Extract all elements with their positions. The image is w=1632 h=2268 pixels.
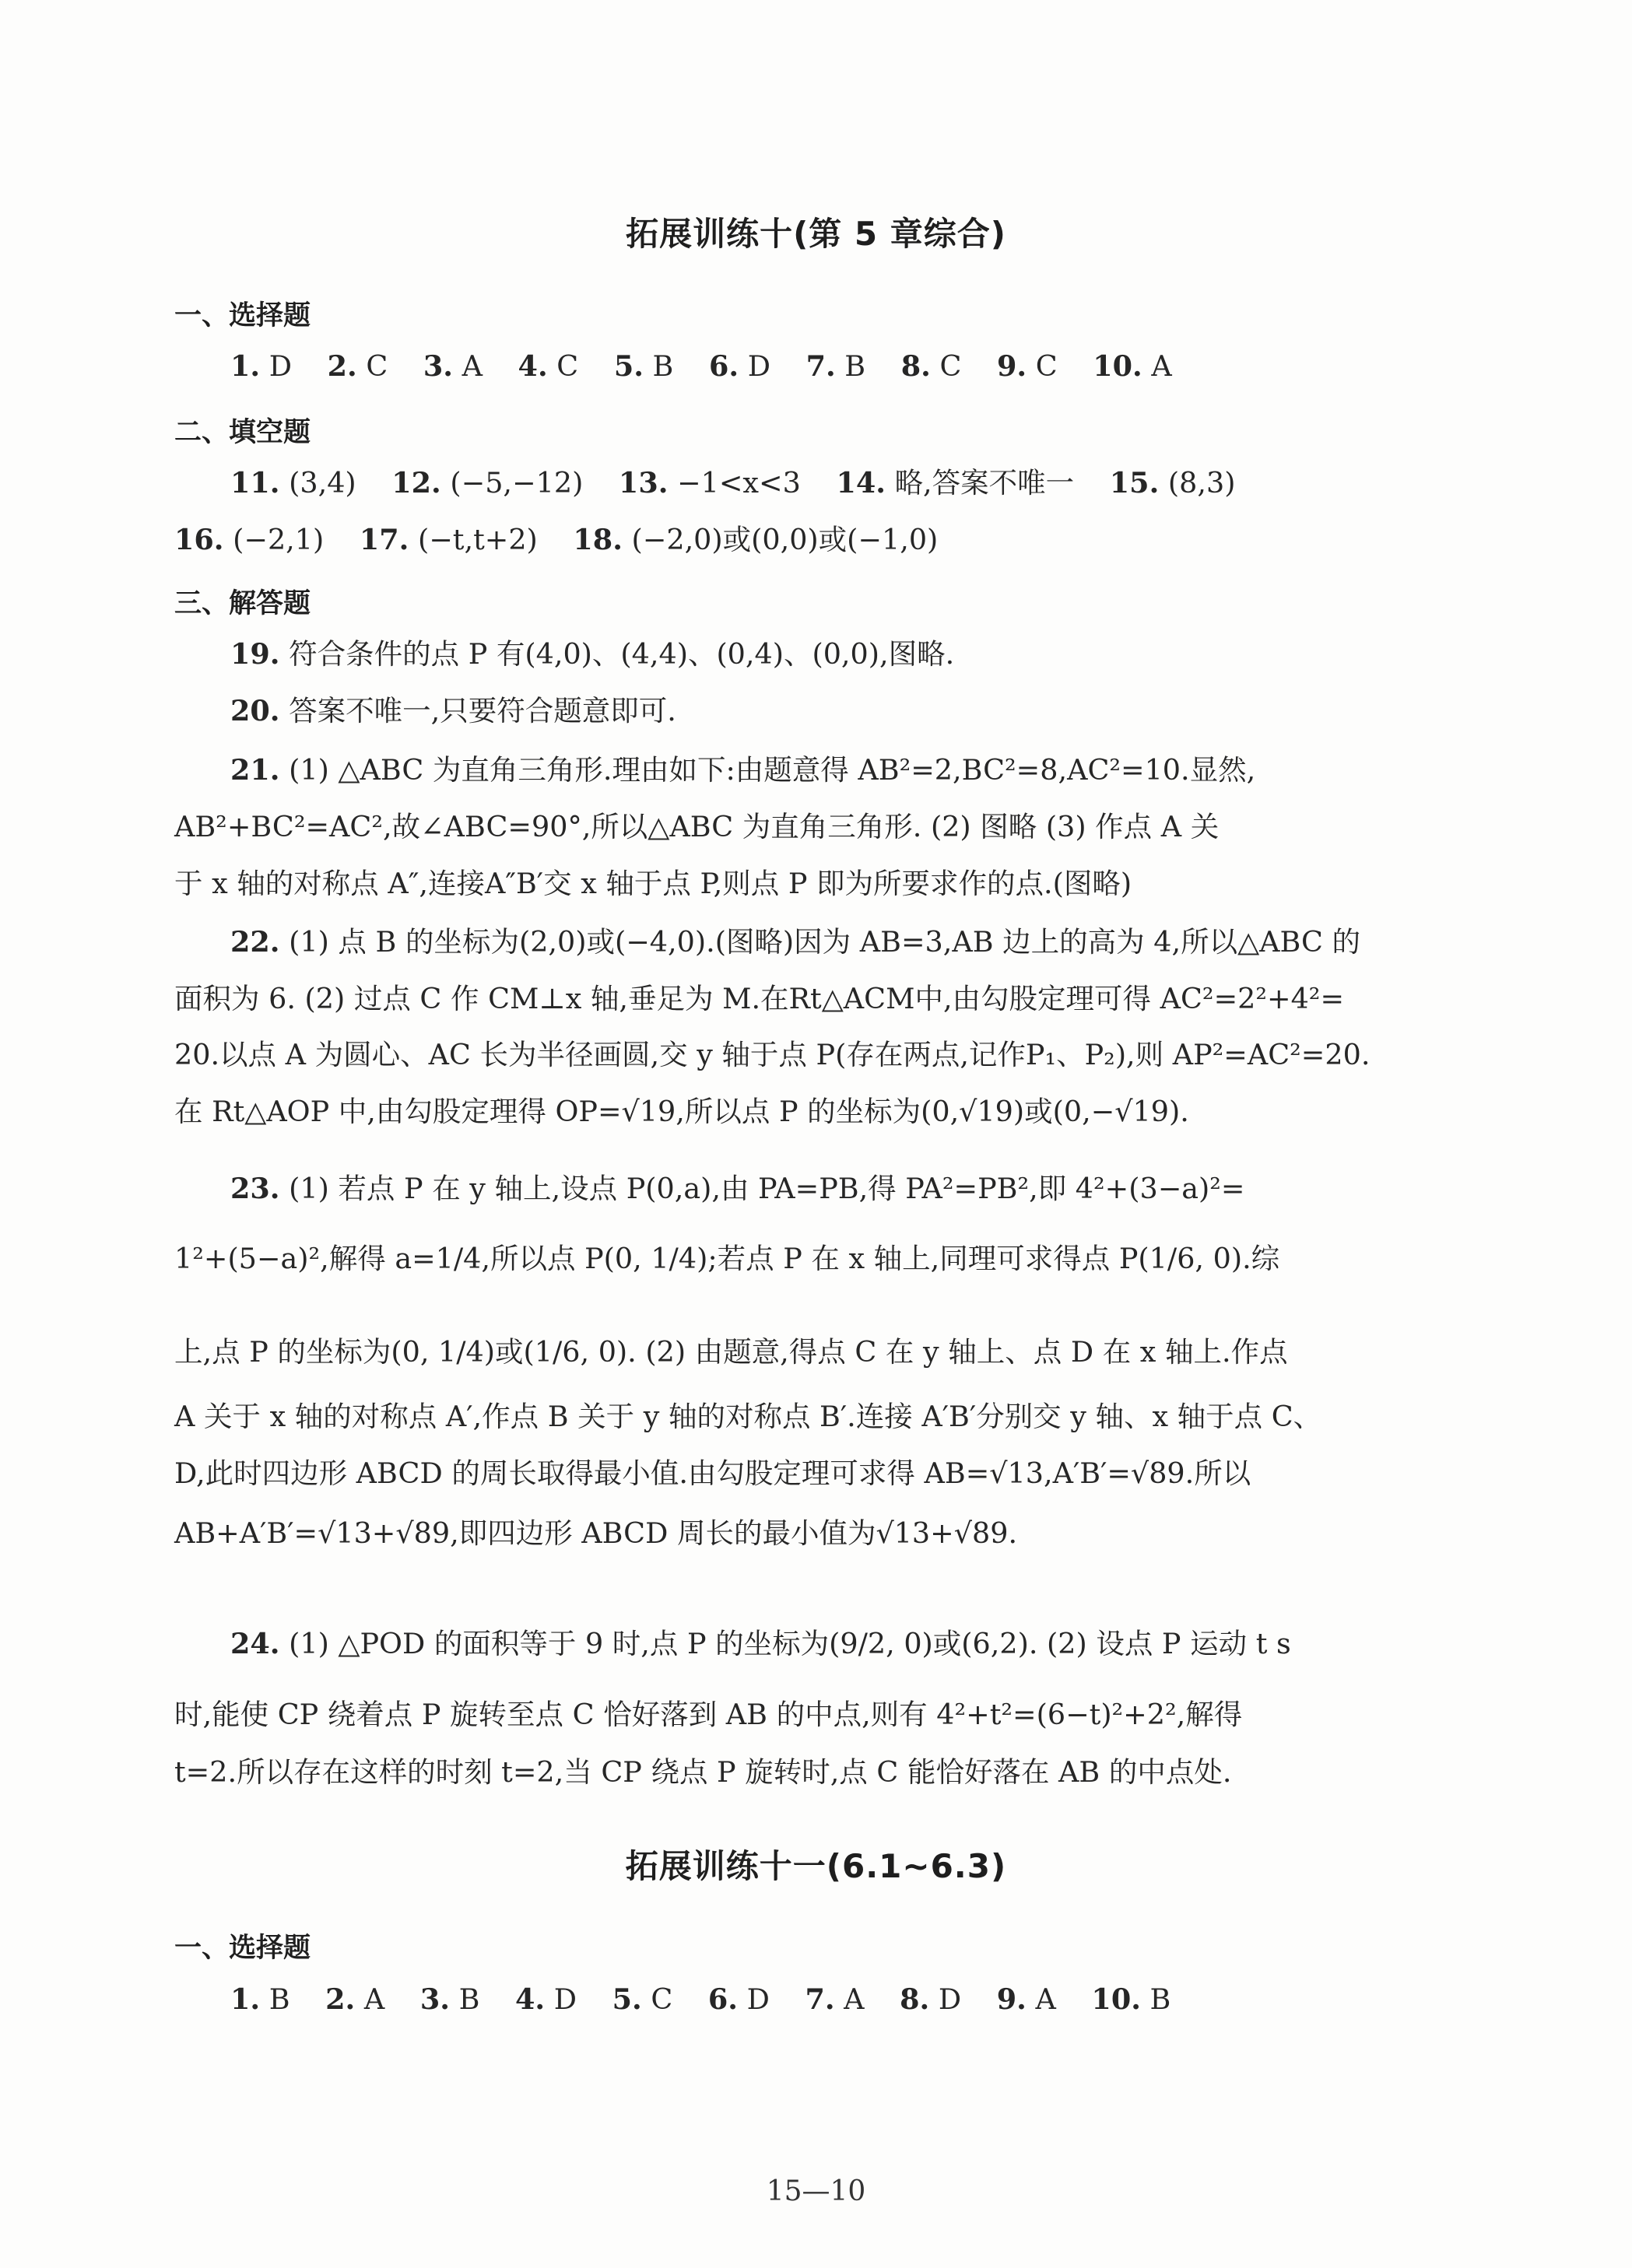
answer-item: 9. A (996, 1982, 1056, 2016)
answer-line (230, 349, 1199, 383)
answer-item: 6. D (707, 1982, 770, 2016)
answer-line: AB²+BC²=AC²,故∠ABC=90°,所以△ABC 为直角三角形. (2) 图略 (3) 作点 A 关 (174, 810, 1220, 843)
section-title: 拓展训练十(第 5 章综合) (626, 215, 1006, 253)
answer-item: 12. (−5,−12) (391, 466, 584, 500)
answer-line: t=2.所以存在这样的时刻 t=2,当 CP 绕点 P 旋转时,点 C 能恰好落在 AB 的中点处. (174, 1755, 1232, 1789)
answer-item: 1. B (230, 1982, 290, 2016)
answer-item: 1. D (230, 349, 292, 383)
answer-line: 23. (1) 若点 P 在 y 轴上,设点 P(0,a),由 PA=PB,得 PA²=PB²,即 4²+(3−a)²= (230, 1172, 1245, 1205)
answer-line: 时,能使 CP 绕着点 P 旋转至点 C 恰好落到 AB 的中点,则有 4²+t²=(6−t)²+2²,解得 (174, 1698, 1243, 1731)
answer-line (174, 523, 964, 556)
answer-line: 1²+(5−a)²,解得 a=1/4,所以点 P(0, 1/4);若点 P 在 x 轴上,同理可求得点 P(1/6, 0).综 (174, 1242, 1280, 1275)
answer-line: 面积为 6. (2) 过点 C 作 CM⊥x 轴,垂足为 M.在Rt△ACM中,由勾股定理可得 AC²=2²+4²= (174, 982, 1345, 1015)
answer-line: AB+A′B′=√13+√89,即四边形 ABCD 周长的最小值为√13+√89. (174, 1516, 1018, 1550)
part-heading: 一、选择题 (174, 300, 311, 331)
answer-item: 2. A (325, 1982, 385, 2016)
answer-line: 20. 答案不唯一,只要符合题意即可. (230, 694, 676, 727)
answer-item: 18. (−2,0)或(0,0)或(−1,0) (573, 523, 939, 556)
part-heading: 三、解答题 (174, 588, 311, 619)
answer-line: 20.以点 A 为圆心、AC 长为半径画圆,交 y 轴于点 P(存在两点,记作P₁、P₂),则 AP²=AC²=20. (174, 1038, 1371, 1071)
answer-line: 在 Rt△AOP 中,由勾股定理得 OP=√19,所以点 P 的坐标为(0,√19)或(0,−√19). (174, 1095, 1189, 1128)
answer-item: 10. A (1093, 349, 1172, 383)
answer-item: 9. C (996, 349, 1058, 383)
answer-item: 2. C (327, 349, 388, 383)
answer-line (230, 466, 1262, 500)
answer-item: 14. 略,答案不唯一 (836, 466, 1075, 500)
answer-line: 上,点 P 的坐标为(0, 1/4)或(1/6, 0). (2) 由题意,得点 C 在 y 轴上、点 D 在 x 轴上.作点 (174, 1335, 1288, 1369)
answer-item: 16. (−2,1) (174, 523, 325, 556)
answer-line: 24. (1) △POD 的面积等于 9 时,点 P 的坐标为(9/2, 0)或(6,2). (2) 设点 P 运动 t s (230, 1627, 1291, 1660)
answer-item: 13. −1<x<3 (618, 466, 801, 500)
answer-line: D,此时四边形 ABCD 的周长取得最小值.由勾股定理可求得 AB=√13,A′B′=√89.所以 (174, 1456, 1251, 1490)
answer-line (230, 1982, 1197, 2016)
answer-item: 7. A (805, 1982, 865, 2016)
answer-item: 5. B (613, 349, 674, 383)
answer-item: 15. (8,3) (1109, 466, 1236, 500)
answer-line: 21. (1) △ABC 为直角三角形.理由如下:由题意得 AB²=2,BC²=8,AC²=10.显然, (230, 753, 1256, 787)
part-heading: 二、填空题 (174, 417, 311, 448)
page-number: 15—10 (766, 2175, 866, 2207)
answer-item: 4. D (515, 1982, 577, 2016)
answer-item: 6. D (708, 349, 770, 383)
answer-line: A 关于 x 轴的对称点 A′,作点 B 关于 y 轴的对称点 B′.连接 A′B′分别交 y 轴、x 轴于点 C、 (174, 1400, 1322, 1433)
answer-item: 3. A (423, 349, 483, 383)
answer-line: 22. (1) 点 B 的坐标为(2,0)或(−4,0).(图略)因为 AB=3,AB 边上的高为 4,所以△ABC 的 (230, 925, 1361, 959)
answer-item: 17. (−t,t+2) (359, 523, 538, 556)
answer-line: 于 x 轴的对称点 A″,连接A″B′交 x 轴于点 P,则点 P 即为所要求作的点.(图略) (174, 867, 1132, 900)
answer-item: 5. C (612, 1982, 673, 2016)
answer-item: 10. B (1091, 1982, 1171, 2016)
answer-item: 8. D (900, 1982, 962, 2016)
answer-item: 7. B (805, 349, 866, 383)
answer-line: 19. 符合条件的点 P 有(4,0)、(4,4)、(0,4)、(0,0),图略. (230, 637, 955, 671)
section-title: 拓展训练十一(6.1~6.3) (625, 1847, 1007, 1885)
answer-item: 3. B (419, 1982, 480, 2016)
answer-item: 8. C (900, 349, 962, 383)
answer-item: 4. C (518, 349, 579, 383)
part-heading: 一、选择题 (174, 1933, 311, 1964)
answer-item: 11. (3,4) (230, 466, 356, 500)
